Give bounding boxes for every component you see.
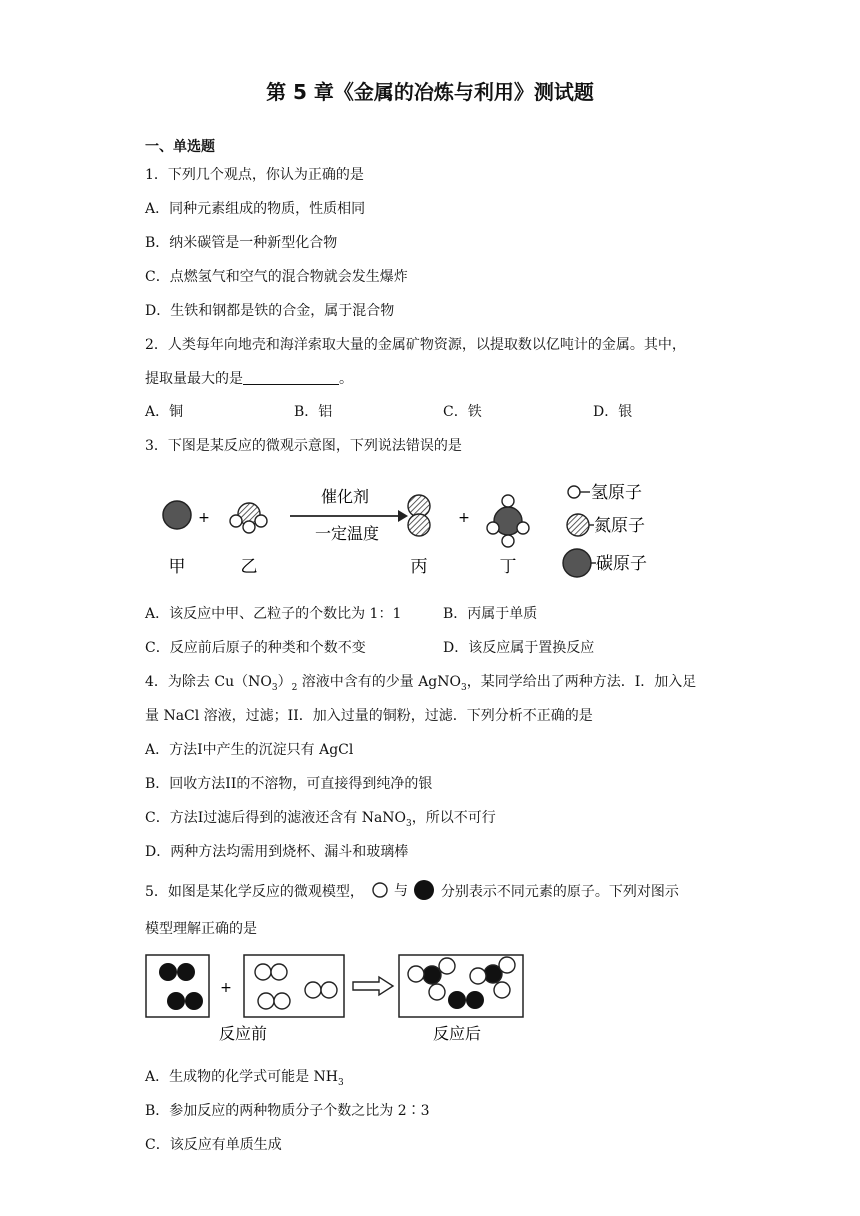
fig-plus-2: + [458,510,470,526]
q3-option-d: D．该反应属于置换反应 [443,640,595,656]
q1-option-a: A．同种元素组成的物质，性质相同 [145,201,366,217]
fig-plus-1: + [198,510,210,526]
label-jia: 甲 [168,557,186,577]
q3-reaction-diagram [150,478,670,582]
q4-subscript: 3 [406,818,412,829]
document-title: 第 5 章《金属的冶炼与利用》测试题 [266,80,594,104]
q3-option-b: B．丙属于单质 [443,606,538,622]
temperature-label: 一定温度 [314,524,380,543]
q4-option-c [145,807,496,829]
section-heading: 一、单选题 [145,139,215,155]
jia-molecule-carbon [163,501,191,529]
reaction-arrowhead [398,510,408,522]
legend-nitrogen [567,514,645,536]
q4-subscript: 3 [461,682,467,693]
q5-stem-part: 分别表示不同元素的原子。下列对图示 [440,884,679,900]
q1-option-d: D．生铁和钢都是铁的合金，属于混合物 [145,303,395,319]
q4-stem-part: ，某同学给出了两种方法．I．加入足 [466,674,697,690]
q2-stem-end: 。 [339,371,353,387]
white-atom-icon [373,883,387,897]
q3-stem: 3．下图是某反应的微观示意图，下列说法错误的是 [145,438,462,454]
q5-stem-line2: 模型理解正确的是 [145,921,257,937]
svg-text:碳原子: 碳原子 [596,554,647,574]
svg-text:氢原子: 氢原子 [591,483,642,503]
q2-stem-line2 [145,368,353,388]
q4-stem-line1 [145,671,696,693]
q2-option-c: C．铁 [443,404,482,420]
q2-option-a: A．铜 [145,404,184,420]
label-ding: 丁 [499,557,517,577]
q5-reaction-diagram [145,952,535,1048]
q5-subscript: 3 [338,1077,344,1088]
q5-stem-part: 5．如图是某化学反应的微观模型， [145,884,364,900]
q4-option-b: B．回收方法II的不溶物，可直接得到纯净的银 [145,776,433,792]
q2-option-b: B．铝 [294,404,333,420]
q4-subscript: 3 [271,682,278,693]
q2-stem-text: 提取量最大的是 [145,371,243,387]
q1-stem: 1．下列几个观点，你认为正确的是 [145,167,364,183]
q5-stem-line1 [145,878,679,902]
ding-molecule [487,495,529,547]
q4-stem-line2: 量 NaCl 溶液，过滤；II．加入过量的铜粉，过滤．下列分析不正确的是 [145,708,593,724]
label-before: 反应前 [218,1024,268,1043]
hollow-reaction-arrow [353,977,393,995]
q2-option-d: D．银 [593,404,633,420]
q4-option-c-text: C．方法I过滤后得到的滤液还含有 NaNO [145,810,407,826]
legend-hydrogen [568,483,642,503]
bing-molecule [408,495,430,536]
q3-option-c: C．反应前后原子的种类和个数不变 [145,640,366,656]
q1-option-b: B．纳米碳管是一种新型化合物 [145,235,338,251]
black-atom-icon [414,880,434,900]
fig-plus: + [220,980,232,996]
q5-atom-legend [368,878,436,902]
q4-stem-part: ） [277,674,292,690]
q3-option-a: A．该反应中甲、乙粒子的个数比为 1：1 [145,606,402,622]
q4-stem-part: 4．为除去 Cu（NO [145,674,272,690]
answer-blank [243,370,339,385]
q4-option-c-text: ，所以不可行 [411,810,496,826]
q5-option-a [145,1066,344,1088]
yi-molecule [230,503,267,533]
q5-option-c: C．该反应有单质生成 [145,1137,282,1153]
q4-stem-part: 溶液中含有的少量 AgNO [297,674,461,690]
legend-carbon [563,549,647,577]
q4-subscript: 2 [291,682,298,693]
q4-option-a: A．方法I中产生的沉淀只有 AgCl [145,742,354,758]
svg-text:氮原子: 氮原子 [594,516,645,536]
catalyst-label: 催化剂 [320,487,370,506]
label-yi: 乙 [240,557,258,577]
label-after: 反应后 [432,1024,482,1043]
label-bing: 丙 [410,557,428,577]
q1-option-c: C．点燃氢气和空气的混合物就会发生爆炸 [145,269,408,285]
q5-option-a-text: A．生成物的化学式可能是 NH [145,1069,339,1085]
q4-option-d: D．两种方法均需用到烧杯、漏斗和玻璃棒 [145,844,409,860]
legend-and: 与 [394,883,409,899]
q2-stem-line1: 2．人类每年向地壳和海洋索取大量的金属矿物资源，以提取数以亿吨计的金属。其中， [145,337,686,353]
q5-option-b: B．参加反应的两种物质分子个数之比为 2∶3 [145,1103,430,1119]
